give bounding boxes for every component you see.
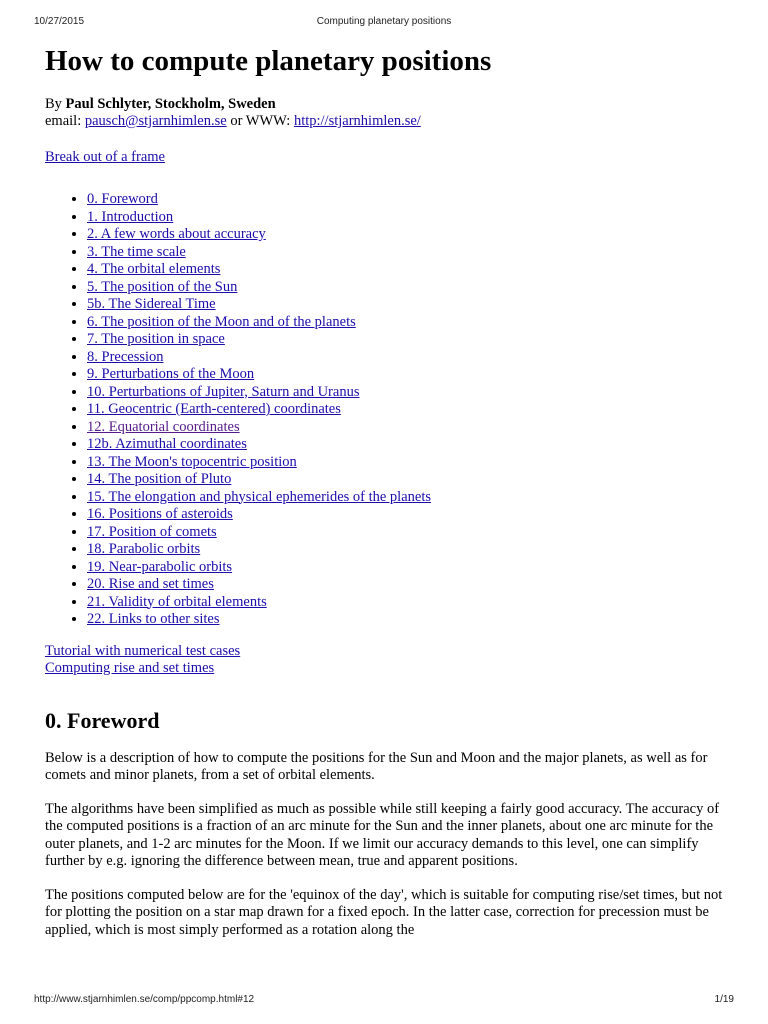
- toc-item: [87, 506, 735, 524]
- toc-link-geocentric[interactable]: 11. Geocentric (Earth-centered) coordinates: [87, 401, 341, 417]
- extra-links: [45, 643, 735, 678]
- table-of-contents: [45, 191, 735, 629]
- toc-item: [87, 226, 735, 244]
- print-header: [34, 16, 734, 30]
- toc-link-sidereal-time[interactable]: 5b. The Sidereal Time: [87, 296, 216, 312]
- toc-link-elongation[interactable]: 15. The elongation and physical ephemerides of the planets: [87, 488, 432, 505]
- toc-link-introduction[interactable]: 1. Introduction: [87, 208, 174, 225]
- toc-item: [87, 366, 735, 384]
- document-body: [45, 38, 735, 982]
- paragraph: Below is a description of how to compute the positions for the Sun and Moon and the major planets, as well as for comets and minor planets, from a set of orbital elements.: [45, 749, 708, 783]
- toc-link-sun-position[interactable]: 5. The position of the Sun: [87, 278, 238, 295]
- toc-item: [87, 261, 735, 279]
- toc-item: [87, 436, 735, 454]
- toc-link-near-parabolic[interactable]: 19. Near-parabolic orbits: [87, 558, 233, 575]
- toc-link-precession[interactable]: 8. Precession: [87, 348, 164, 365]
- toc-link-azimuthal[interactable]: 12b. Azimuthal coordinates: [87, 436, 247, 452]
- author-name: Paul Schlyter, Stockholm, Sweden: [65, 96, 276, 112]
- toc-link-accuracy[interactable]: 2. A few words about accuracy: [87, 226, 266, 242]
- toc-item: [87, 524, 735, 542]
- by-prefix: By: [45, 96, 66, 112]
- print-url: http://www.stjarnhimlen.se/comp/ppcomp.html#12: [34, 994, 255, 1005]
- toc-link-parabolic[interactable]: 18. Parabolic orbits: [87, 541, 201, 557]
- toc-item: [87, 314, 735, 332]
- toc-link-asteroids[interactable]: 16. Positions of asteroids: [87, 506, 233, 522]
- toc-item: [87, 489, 735, 507]
- paragraph: The algorithms have been simplified as much as possible while still keeping a fairly good accuracy. The accuracy of the computed positions is a fraction of an arc minute for the Sun and the inner planets, about one arc minute for the outer planets, and 1-2 arc minutes for the Moon. If we limit our accuracy demands to this level, one can simplify further by e.g. ignoring the difference between mean, true and apparent positions.: [45, 800, 720, 869]
- toc-link-comets[interactable]: 17. Position of comets: [87, 523, 217, 540]
- toc-link-pluto[interactable]: 14. The position of Pluto: [87, 471, 232, 487]
- toc-item: [87, 331, 735, 349]
- toc-item: [87, 471, 735, 489]
- print-title: Computing planetary positions: [316, 16, 452, 27]
- toc-item: [87, 541, 735, 559]
- toc-item: [87, 454, 735, 472]
- rise-set-link[interactable]: Computing rise and set times: [45, 660, 215, 676]
- toc-item: [87, 611, 735, 629]
- toc-item: [87, 191, 735, 209]
- toc-link-moon-perturbations[interactable]: 9. Perturbations of the Moon: [87, 366, 255, 382]
- page-title: How to compute planetary positions: [45, 45, 492, 77]
- toc-item: [87, 209, 735, 227]
- page-number: 1/19: [714, 994, 734, 1005]
- toc-link-orbital-elements[interactable]: 4. The orbital elements: [87, 261, 221, 277]
- toc-item: [87, 244, 735, 262]
- toc-item: [87, 401, 735, 419]
- toc-item: [87, 349, 735, 367]
- print-date: 10/27/2015: [34, 16, 85, 27]
- www-prefix: or WWW:: [226, 113, 294, 129]
- tutorial-link[interactable]: Tutorial with numerical test cases: [45, 642, 241, 659]
- toc-link-position-space[interactable]: 7. The position in space: [87, 331, 225, 347]
- toc-item: [87, 576, 735, 594]
- toc-item: [87, 384, 735, 402]
- toc-item: [87, 559, 735, 577]
- break-out-frame-link[interactable]: Break out of a frame: [45, 149, 165, 165]
- toc-link-moon-planets[interactable]: 6. The position of the Moon and of the planets: [87, 313, 356, 330]
- toc-item: [87, 594, 735, 612]
- website-link[interactable]: http://stjarnhimlen.se/: [293, 113, 421, 129]
- email-link[interactable]: pausch@stjarnhimlen.se: [84, 113, 227, 129]
- email-prefix: email:: [45, 113, 85, 129]
- toc-link-validity[interactable]: 21. Validity of orbital elements: [87, 593, 267, 610]
- toc-link-topocentric[interactable]: 13. The Moon's topocentric position: [87, 453, 297, 470]
- print-footer: [34, 994, 734, 1008]
- toc-link-jupiter-perturbations[interactable]: 10. Perturbations of Jupiter, Saturn and Uranus: [87, 383, 360, 400]
- paragraph: The positions computed below are for the 'equinox of the day', which is suitable for computing rise/set times, but not for plotting the position on a star map drawn for a fixed epoch. In the latter case, correction for precession must be applied, which is most simply performed as a rotation along the: [45, 886, 723, 938]
- toc-link-links[interactable]: 22. Links to other sites: [87, 611, 220, 627]
- toc-link-equatorial[interactable]: 12. Equatorial coordinates: [87, 418, 240, 435]
- byline: [45, 96, 735, 130]
- toc-item: [87, 419, 735, 437]
- toc-link-foreword[interactable]: 0. Foreword: [87, 191, 158, 207]
- toc-link-time-scale[interactable]: 3. The time scale: [87, 243, 186, 260]
- section-heading-foreword: 0. Foreword: [45, 707, 160, 733]
- toc-item: [87, 279, 735, 297]
- toc-item: [87, 296, 735, 314]
- toc-link-rise-set[interactable]: 20. Rise and set times: [87, 576, 214, 592]
